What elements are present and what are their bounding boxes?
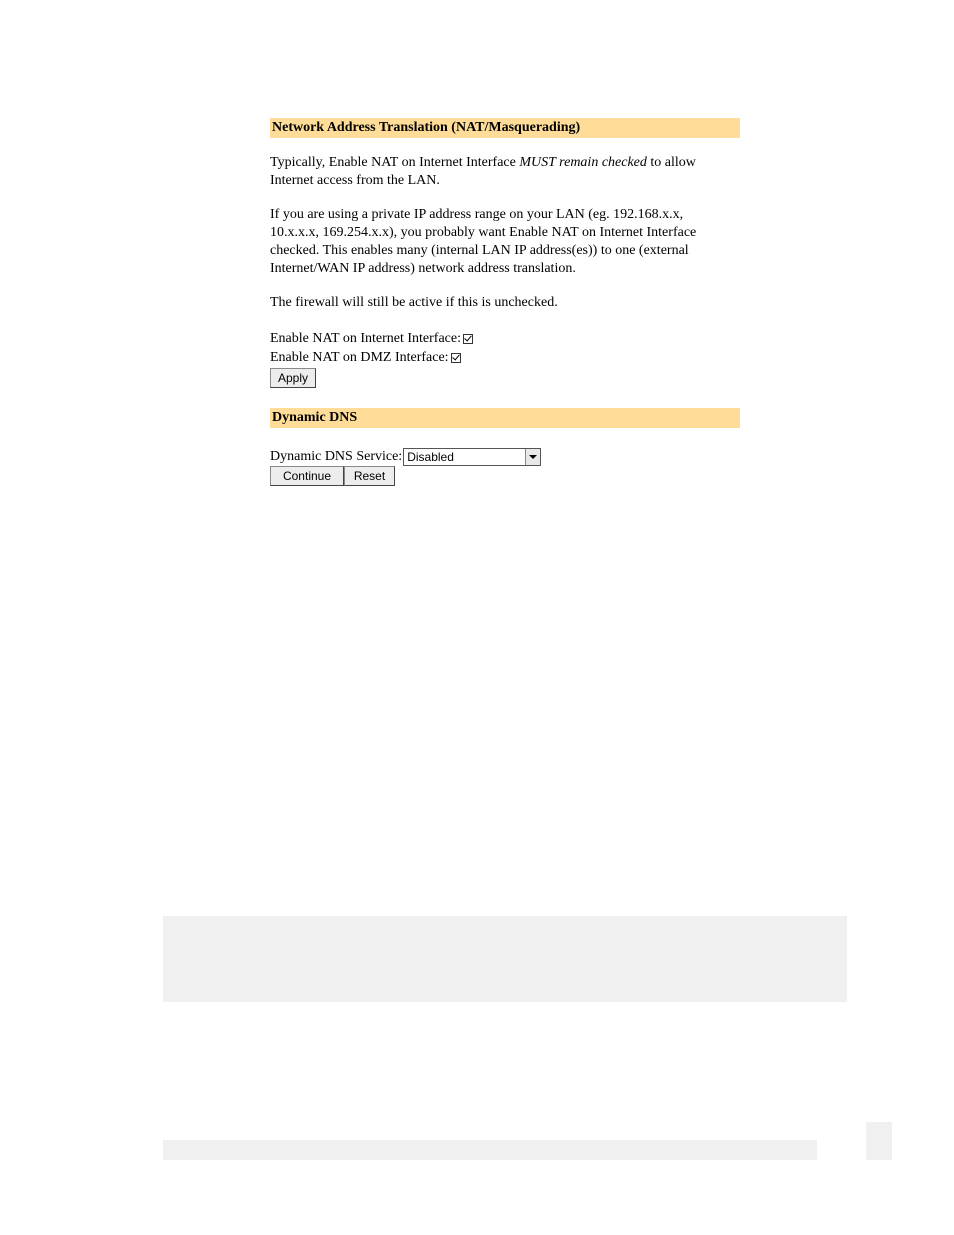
nat-description-2: If you are using a private IP address range on your LAN (eg. 192.168.x.x, 10.x.x.x, 169.254.x.x), you probably want Enable NAT on Internet Interface checked. This enables many (internal LAN IP address(es)) to one (external Internet/WAN IP address) network address translation. <box>270 207 697 276</box>
nat-description-1 <box>270 154 720 190</box>
reset-button[interactable]: Reset <box>344 466 395 486</box>
chevron-down-icon[interactable] <box>525 449 540 465</box>
nat-internet-checkbox[interactable] <box>463 334 473 344</box>
nat-description-1-end: to allow Internet access from the LAN. <box>270 155 696 188</box>
nat-section-header: Network Address Translation (NAT/Masquerading) <box>270 118 740 138</box>
ddns-buttons-row <box>270 466 740 486</box>
ddns-section-header: Dynamic DNS <box>270 408 740 428</box>
ddns-service-row <box>270 447 740 466</box>
nat-description-3: The firewall will still be active if this is unchecked. <box>270 295 558 310</box>
nat-description-1-start: Typically, Enable NAT on Internet Interface <box>270 155 520 170</box>
apply-row <box>270 368 740 388</box>
ddns-service-select[interactable] <box>403 448 541 466</box>
continue-button[interactable]: Continue <box>270 466 344 486</box>
nat-internet-label: Enable NAT on Internet Interface: <box>270 330 461 346</box>
ddns-service-label: Dynamic DNS Service: <box>270 448 403 464</box>
ddns-service-value: Disabled <box>407 449 454 464</box>
apply-button[interactable]: Apply <box>270 368 316 388</box>
nat-description-1-emphasis: MUST remain checked <box>519 155 647 170</box>
settings-panel <box>270 118 740 486</box>
nat-internet-row <box>270 329 740 348</box>
nat-dmz-checkbox[interactable] <box>451 353 461 363</box>
nat-dmz-row <box>270 348 740 367</box>
page-number-box <box>866 1122 892 1160</box>
footer-band <box>163 916 847 1002</box>
nat-dmz-label: Enable NAT on DMZ Interface: <box>270 349 449 365</box>
footer-bar <box>163 1140 817 1160</box>
